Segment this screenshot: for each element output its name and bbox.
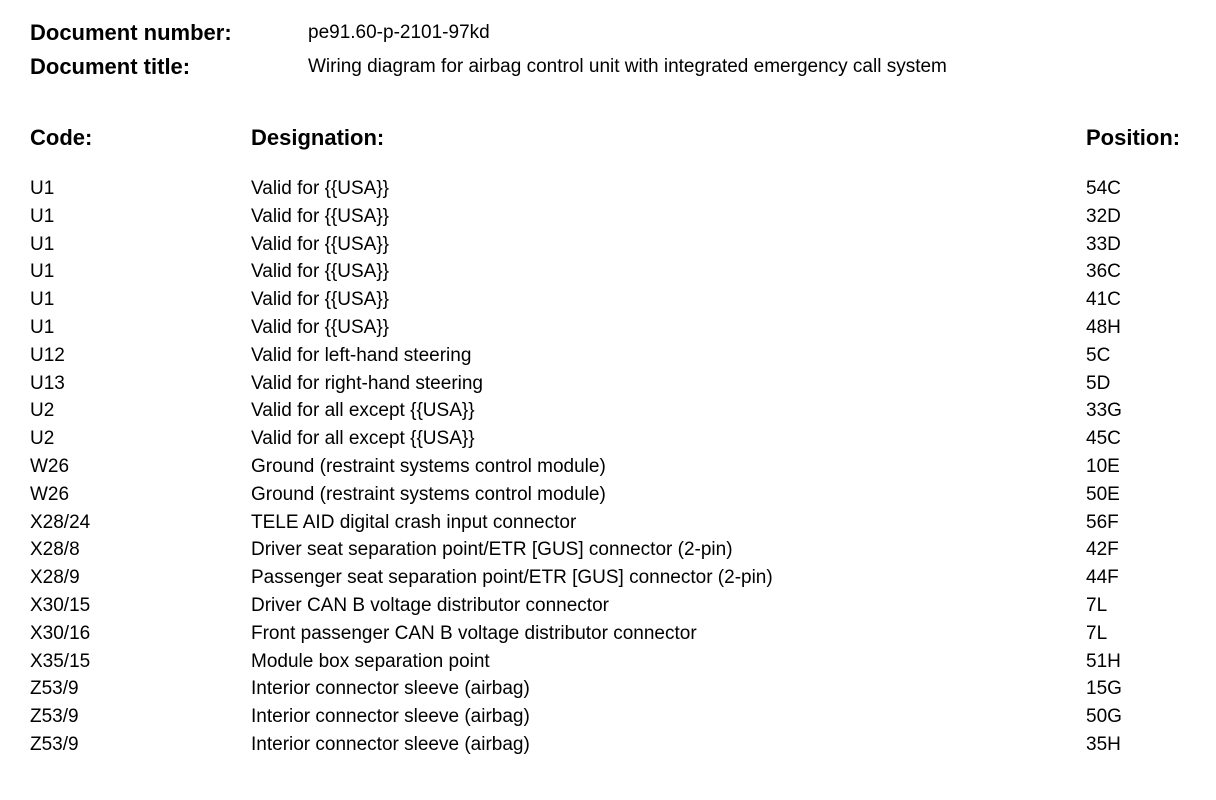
component-table-body (0, 175, 1216, 759)
row-position: 32D (1086, 205, 1121, 227)
row-position: 7L (1086, 594, 1108, 616)
table-row (0, 175, 1216, 203)
row-code: U2 (30, 428, 55, 450)
row-designation: Valid for {{USA}} (251, 205, 390, 227)
row-designation: Valid for {{USA}} (251, 233, 390, 255)
table-row (0, 453, 1216, 481)
row-code: U1 (30, 205, 55, 227)
table-row (0, 648, 1216, 676)
table-row (0, 203, 1216, 231)
row-code: X28/24 (30, 511, 91, 533)
row-position: 50E (1086, 483, 1120, 505)
row-position: 36C (1086, 261, 1121, 283)
row-position: 5C (1086, 344, 1111, 366)
designation-column-header: Designation: (251, 125, 385, 150)
row-code: X30/16 (30, 622, 91, 644)
row-code: U1 (30, 178, 55, 199)
row-designation: Interior connector sleeve (airbag) (251, 733, 530, 755)
row-designation: Valid for {{USA}} (251, 289, 390, 311)
row-position: 35H (1086, 733, 1121, 755)
row-code: Z53/9 (30, 706, 79, 728)
table-row (0, 592, 1216, 620)
row-code: X35/15 (30, 650, 91, 672)
row-code: W26 (30, 455, 70, 477)
row-position: 50G (1086, 706, 1122, 728)
row-code: U2 (30, 400, 55, 422)
row-code: X28/9 (30, 567, 80, 589)
row-designation: Valid for right-hand steering (251, 372, 483, 394)
position-column-header: Position: (1086, 125, 1181, 150)
row-designation: Valid for left-hand steering (251, 344, 472, 366)
row-position: 48H (1086, 316, 1121, 338)
row-position: 33D (1086, 233, 1121, 255)
row-code: U12 (30, 344, 65, 366)
row-code: U1 (30, 316, 55, 338)
row-position: 7L (1086, 622, 1108, 644)
row-designation: Module box separation point (251, 650, 490, 672)
document-title-label: Document title: (30, 54, 191, 79)
row-code: U1 (30, 233, 55, 255)
row-designation: Ground (restraint systems control module) (251, 455, 606, 477)
table-row (0, 425, 1216, 453)
row-designation: Interior connector sleeve (airbag) (251, 706, 530, 728)
table-row (0, 231, 1216, 259)
code-column-header: Code: (30, 125, 93, 150)
row-position: 41C (1086, 289, 1121, 311)
row-designation: Ground (restraint systems control module) (251, 483, 606, 505)
row-code: U1 (30, 289, 55, 311)
table-row (0, 397, 1216, 425)
row-designation: Driver seat separation point/ETR [GUS] connector (2-pin) (251, 539, 733, 561)
row-code: Z53/9 (30, 678, 79, 700)
row-position: 15G (1086, 678, 1122, 700)
row-position: 45C (1086, 428, 1121, 450)
row-position: 44F (1086, 567, 1119, 589)
table-row (0, 286, 1216, 314)
row-designation: Valid for {{USA}} (251, 261, 390, 283)
table-row (0, 564, 1216, 592)
table-row (0, 703, 1216, 731)
row-position: 33G (1086, 400, 1122, 422)
table-row (0, 509, 1216, 537)
row-position: 54C (1086, 178, 1121, 199)
table-row (0, 675, 1216, 703)
table-row (0, 620, 1216, 648)
table-row (0, 258, 1216, 286)
row-designation: Valid for all except {{USA}} (251, 428, 475, 450)
row-designation: Front passenger CAN B voltage distributor connector (251, 622, 697, 644)
table-row (0, 342, 1216, 370)
row-code: U13 (30, 372, 65, 394)
row-designation: Driver CAN B voltage distributor connector (251, 594, 609, 616)
row-code: X28/8 (30, 539, 80, 561)
row-position: 56F (1086, 511, 1119, 533)
table-row (0, 481, 1216, 509)
table-row (0, 536, 1216, 564)
row-designation: Passenger seat separation point/ETR [GUS] connector (2-pin) (251, 567, 773, 589)
row-position: 5D (1086, 372, 1111, 394)
table-row (0, 731, 1216, 759)
row-designation: Interior connector sleeve (airbag) (251, 678, 530, 700)
row-code: U1 (30, 261, 55, 283)
document-title-value: Wiring diagram for airbag control unit with integrated emergency call system (308, 56, 947, 77)
row-designation: TELE AID digital crash input connector (251, 511, 577, 533)
row-code: W26 (30, 483, 70, 505)
row-designation: Valid for all except {{USA}} (251, 400, 475, 422)
row-designation: Valid for {{USA}} (251, 316, 390, 338)
row-position: 51H (1086, 650, 1121, 672)
document-number-value: pe91.60-p-2101-97kd (308, 22, 490, 43)
table-row (0, 370, 1216, 398)
row-designation: Valid for {{USA}} (251, 178, 390, 199)
row-code: Z53/9 (30, 733, 79, 755)
row-position: 42F (1086, 539, 1119, 561)
table-row (0, 314, 1216, 342)
row-position: 10E (1086, 455, 1120, 477)
document-number-label: Document number: (30, 20, 232, 45)
row-code: X30/15 (30, 594, 91, 616)
